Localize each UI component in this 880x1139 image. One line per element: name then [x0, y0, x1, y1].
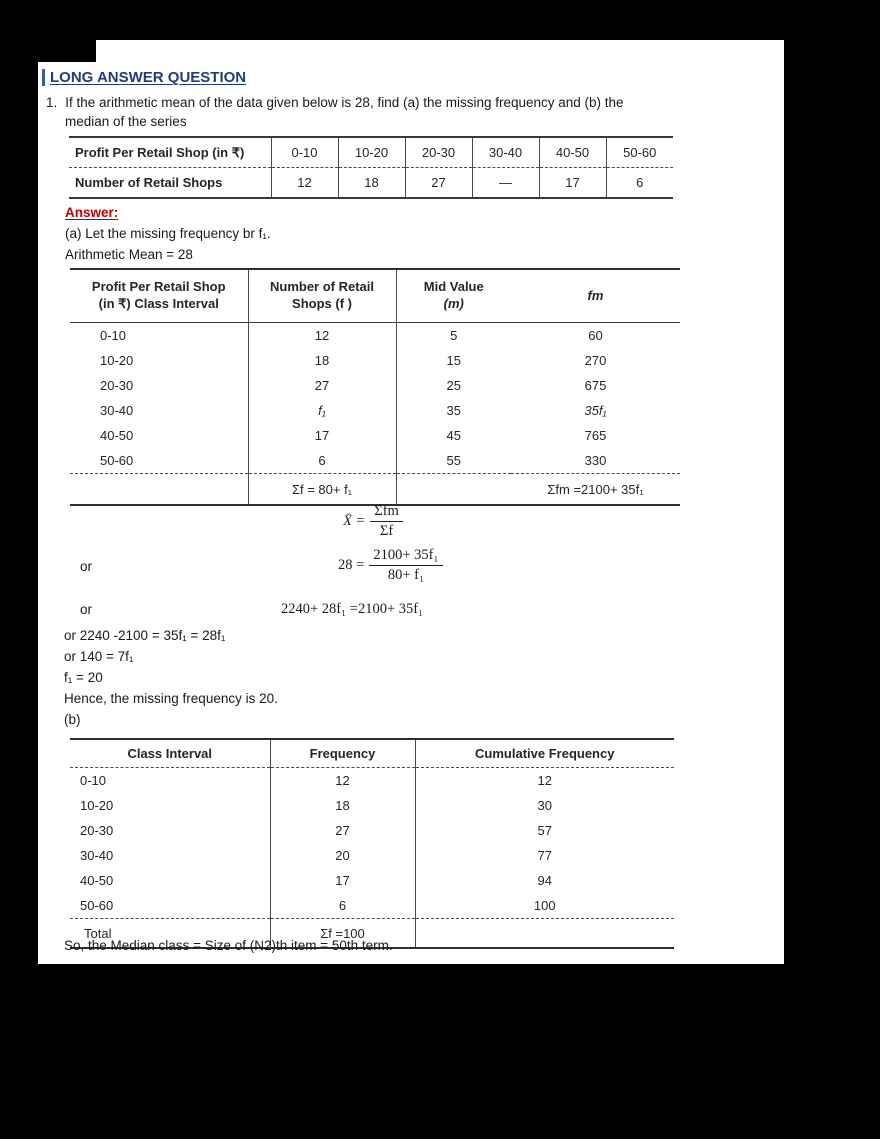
- cell: 50-60: [70, 893, 270, 919]
- step-line: f₁ = 20: [64, 670, 103, 685]
- closing-line: So, the Median class = Size of (N2)th item = 50th term.: [64, 938, 393, 953]
- fraction-denominator: Σf: [379, 522, 394, 539]
- part-b-label: (b): [64, 712, 81, 727]
- cell: 100: [533, 898, 556, 913]
- cell: 12: [248, 323, 396, 349]
- question-line-2: median of the series: [65, 114, 187, 129]
- given-data-table: [69, 136, 673, 199]
- question-text: If the arithmetic mean of the data given below is 28, find (a) the missing frequency and (b) the: [65, 95, 624, 110]
- cumulative-table-row: [70, 793, 674, 818]
- header-line: (m): [443, 296, 464, 311]
- mean-statement: Arithmetic Mean = 28: [65, 247, 193, 262]
- equation-lhs: 28 =: [338, 556, 365, 573]
- cell: 0-10: [70, 323, 248, 349]
- mean-table-row: [70, 423, 680, 448]
- page-top-strip: [96, 40, 784, 64]
- cell: 55: [446, 453, 461, 468]
- cell: 94: [537, 873, 552, 888]
- cell: 40-50: [70, 423, 248, 448]
- step-line: or 2240 -2100 = 35f₁ = 28f₁: [64, 628, 226, 643]
- cumulative-table-header-row: [70, 739, 674, 768]
- cell: 30-40: [70, 843, 270, 868]
- cell: [396, 474, 511, 506]
- cell: 45: [446, 428, 461, 443]
- cumulative-table-row: [70, 818, 674, 843]
- equation-mean-formula: [343, 503, 403, 539]
- mean-table-header-row: [70, 269, 680, 323]
- cell: 0-10: [70, 768, 270, 794]
- fraction: [370, 503, 403, 539]
- total-frequency-cell: Σf = 80+ f₁: [248, 474, 396, 506]
- cell: 40-50: [70, 868, 270, 893]
- page-title: LONG ANSWER QUESTION: [42, 69, 246, 86]
- mean-table-total-row: [70, 474, 680, 506]
- fraction-numerator: Σfm: [370, 503, 403, 522]
- given-table-value-row: [69, 168, 673, 199]
- cell: 20: [270, 843, 415, 868]
- fraction-denominator: 80+ f₁: [387, 566, 424, 583]
- cell: 35: [446, 403, 461, 418]
- cell: 6: [248, 448, 396, 474]
- given-value-cell: 27: [405, 168, 472, 199]
- conclusion-line: Hence, the missing frequency is 20.: [64, 691, 278, 706]
- question-line-1: [46, 95, 624, 110]
- or-label: or: [80, 559, 93, 574]
- cell: f₁: [248, 398, 396, 423]
- cell: 18: [248, 348, 396, 373]
- mean-table-row: [70, 398, 680, 423]
- answer-label: Answer:: [65, 205, 119, 220]
- mean-header-class-interval: [70, 269, 248, 323]
- header-line: Number of Retail: [269, 279, 374, 295]
- mean-header-fm: fm: [511, 269, 680, 323]
- mean-table-row: [70, 448, 680, 474]
- cell: 27: [270, 818, 415, 843]
- given-row-label: Number of Retail Shops: [75, 175, 223, 190]
- mean-table-row: [70, 348, 680, 373]
- cell: 675: [584, 378, 607, 393]
- cell: 10-20: [70, 793, 270, 818]
- cell: 17: [270, 868, 415, 893]
- step-line: or 140 = 7f₁: [64, 649, 134, 664]
- cell: [415, 919, 674, 949]
- cumulative-table-row: [70, 843, 674, 868]
- cell: 60: [588, 328, 603, 343]
- cell: 12: [270, 768, 415, 794]
- cell: [70, 474, 248, 506]
- header-line: (in ₹) Class Interval: [98, 296, 219, 311]
- cell: 50-60: [70, 448, 248, 474]
- cell: 18: [270, 793, 415, 818]
- cumulative-table-row: [70, 893, 674, 919]
- cell: 12: [537, 773, 552, 788]
- total-label-cell: Total: [70, 919, 270, 949]
- document-page: [38, 62, 784, 964]
- header-line: Shops (f ): [292, 296, 352, 311]
- cumulative-header-cumulative: Cumulative Frequency: [415, 739, 674, 768]
- part-a-intro: (a) Let the missing frequency br f₁.: [65, 226, 271, 241]
- mean-header-mid-value: [396, 269, 511, 323]
- given-header-cell: 0-10: [271, 137, 338, 168]
- cell: 30: [537, 798, 552, 813]
- cell: 20-30: [70, 818, 270, 843]
- given-header-cell: 20-30: [405, 137, 472, 168]
- cell: 5: [450, 328, 458, 343]
- cell: 15: [446, 353, 461, 368]
- fraction-numerator: 2100+ 35f₁: [369, 547, 442, 566]
- fraction: [369, 547, 442, 583]
- cell: 6: [270, 893, 415, 919]
- cell: 10-20: [70, 348, 248, 373]
- cumulative-frequency-table: [70, 738, 674, 949]
- cell: 270: [584, 353, 607, 368]
- cell: 25: [446, 378, 461, 393]
- given-header-cell: 10-20: [338, 137, 405, 168]
- given-value-cell: 6: [606, 168, 673, 199]
- cell: 77: [537, 848, 552, 863]
- cell: 30-40: [70, 398, 248, 423]
- cell: 20-30: [70, 373, 248, 398]
- given-value-cell: —: [472, 168, 539, 199]
- mean-table-row: [70, 323, 680, 349]
- cell: 27: [248, 373, 396, 398]
- mean-header-frequency: [248, 269, 396, 323]
- mean-computation-table: [70, 268, 680, 506]
- cumulative-header-class-interval: Class Interval: [70, 739, 270, 768]
- cumulative-table-row: [70, 868, 674, 893]
- given-header-label: Profit Per Retail Shop (in ₹): [69, 137, 271, 168]
- equation-lhs: X̄ =: [343, 512, 366, 529]
- given-table-header-row: [69, 137, 673, 168]
- cell: 330: [584, 453, 607, 468]
- given-header-cell: 50-60: [606, 137, 673, 168]
- header-line: Mid Value: [423, 279, 484, 295]
- cell: 35f₁: [584, 403, 607, 418]
- cumulative-header-frequency: Frequency: [270, 739, 415, 768]
- given-header-cell: 40-50: [539, 137, 606, 168]
- given-value-cell: 12: [271, 168, 338, 199]
- total-fm-cell: Σfm =2100+ 35f₁: [511, 474, 680, 506]
- cell: 765: [584, 428, 607, 443]
- given-value-cell: 17: [539, 168, 606, 199]
- header-line: Profit Per Retail Shop: [91, 279, 226, 295]
- cell: 57: [537, 823, 552, 838]
- equation-substituted: [338, 547, 443, 583]
- given-value-cell: 18: [338, 168, 405, 199]
- cumulative-table-row: [70, 768, 674, 794]
- equation-expanded: 2240+ 28f₁ =2100+ 35f₁: [281, 601, 424, 617]
- given-header-cell: 30-40: [472, 137, 539, 168]
- total-frequency-cell: Σf =100: [270, 919, 415, 949]
- or-label: or: [80, 602, 93, 617]
- mean-table-row: [70, 373, 680, 398]
- question-number: 1.: [46, 95, 58, 110]
- cell: 17: [248, 423, 396, 448]
